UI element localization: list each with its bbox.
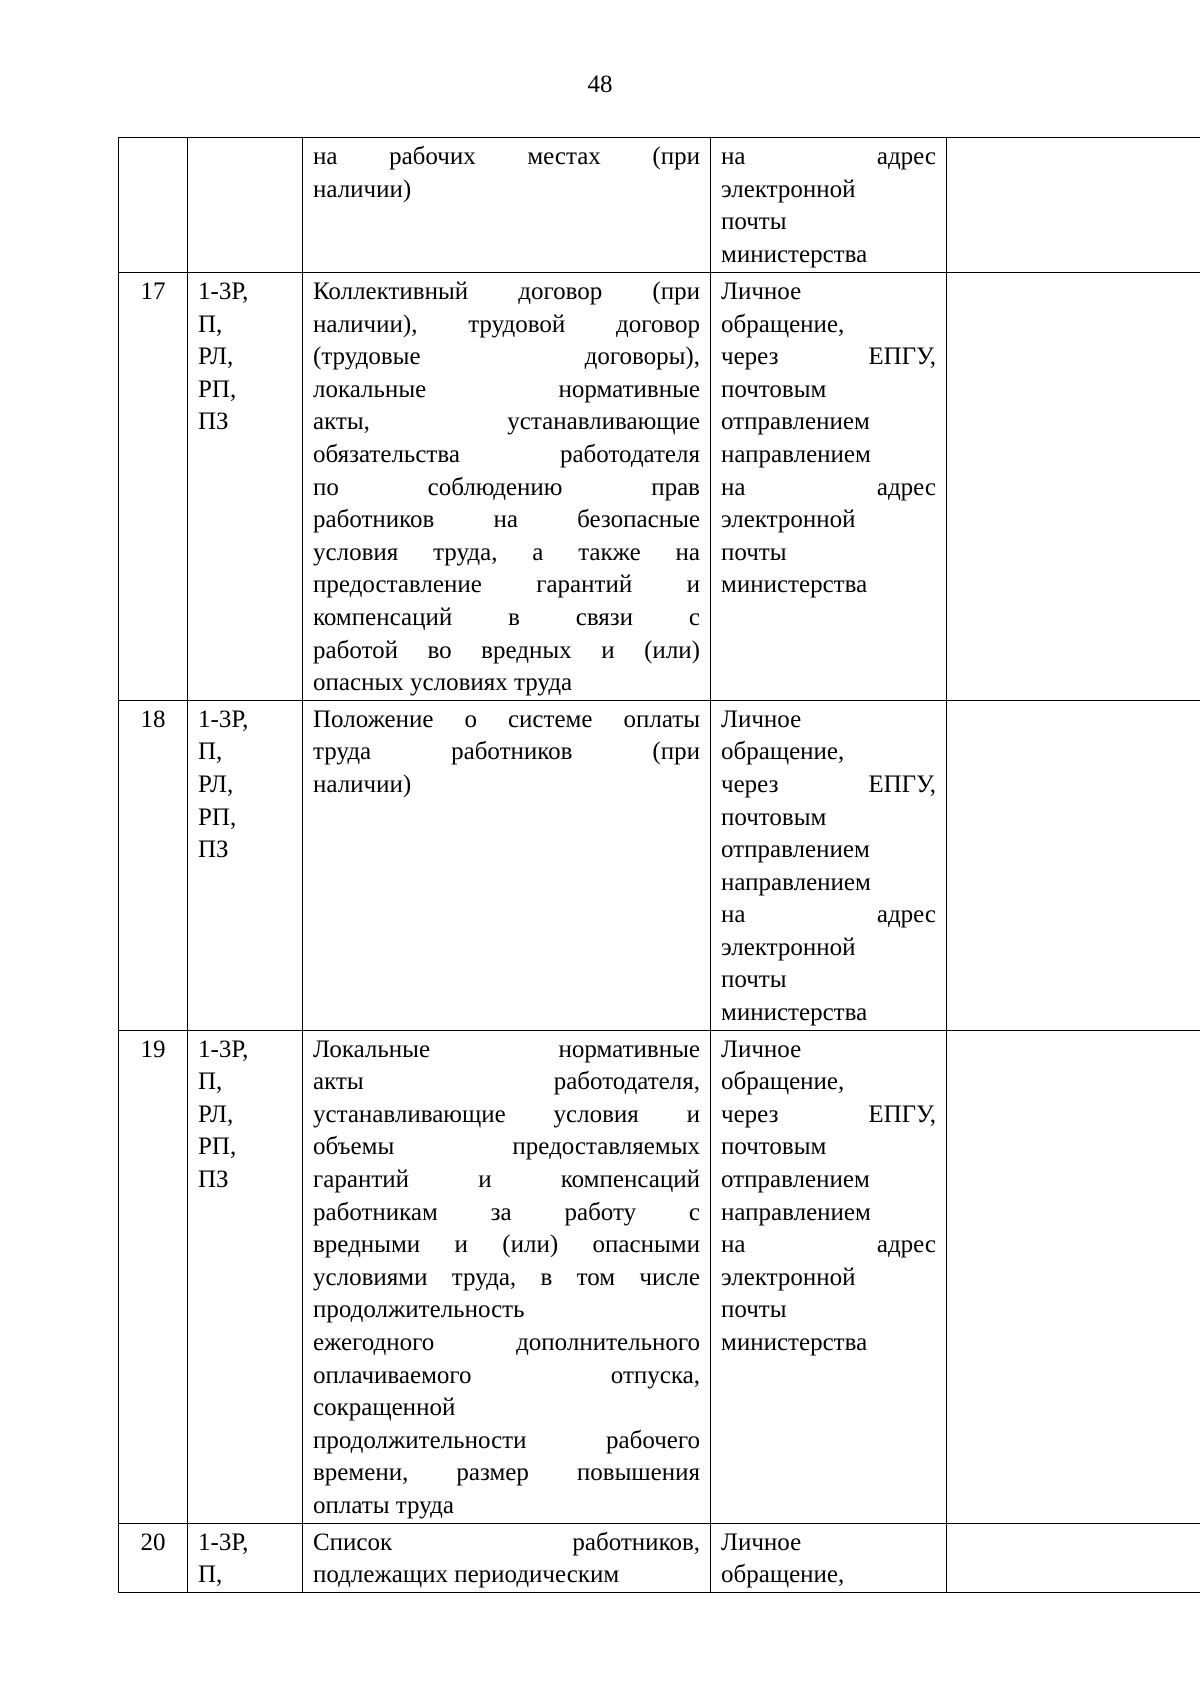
code-line: П, [198, 1068, 223, 1096]
document-text-line: наличии), трудовой договор [313, 310, 700, 338]
submission-method-cell [711, 273, 947, 701]
document-text-line: Положение о системе оплаты [313, 705, 700, 733]
method-line [721, 276, 936, 309]
document-text-line: работой во вредных и (или) [313, 636, 700, 664]
table-row [119, 700, 1200, 1030]
method-word: ЕПГУ, [868, 343, 936, 371]
method-line [721, 1197, 936, 1230]
codes-cell [188, 700, 303, 1030]
empty-cell [947, 1030, 1200, 1523]
method-word: направлением [721, 1198, 871, 1226]
code-line: 1-3Р, [198, 1035, 249, 1063]
document-name-cell [303, 1523, 711, 1592]
method-word: почты [721, 538, 787, 566]
document-text-line: труда работников (при [313, 738, 700, 766]
method-word: на [721, 143, 746, 170]
method-word: Личное [721, 705, 802, 733]
method-word: ЕПГУ, [868, 770, 936, 798]
row-number-cell: 17 [119, 273, 188, 701]
code-line: ПЗ [198, 836, 229, 864]
code-line: ПЗ [198, 408, 229, 436]
document-text-line: локальные нормативные [313, 375, 700, 403]
method-line [721, 899, 936, 932]
document-text-line: продолжительность [313, 1296, 525, 1324]
code-line: РП, [198, 1133, 237, 1161]
document-text-line: гарантий и компенсаций [313, 1166, 700, 1194]
method-line [721, 704, 936, 737]
document-text-line: наличии) [313, 175, 412, 203]
document-text-line: обязательства работодателя [313, 440, 700, 468]
document-text-line: вредными и (или) опасными [313, 1231, 700, 1259]
method-word: обращение, [721, 738, 845, 766]
method-word: обращение, [721, 1068, 845, 1096]
method-word: адрес [876, 143, 936, 170]
method-line [721, 932, 936, 965]
method-line [721, 439, 936, 472]
method-line [721, 309, 936, 342]
row-number-cell [119, 138, 188, 273]
method-word: направлением [721, 440, 871, 468]
method-line [721, 341, 936, 374]
method-line [721, 206, 936, 239]
code-line: П, [198, 738, 223, 766]
code-line: РЛ, [198, 1100, 234, 1128]
document-text-line: акты работодателя, [313, 1068, 700, 1096]
document-text-line: работникам за работу с [313, 1198, 700, 1226]
method-line [721, 769, 936, 802]
row-number-cell: 19 [119, 1030, 188, 1523]
method-word: министерства [721, 999, 868, 1027]
method-line [721, 1559, 936, 1592]
code-line: 1-3Р, [198, 705, 249, 733]
method-line [721, 537, 936, 570]
method-line [721, 1131, 936, 1164]
code-line: П, [198, 310, 223, 338]
code-line: П, [198, 1561, 223, 1589]
document-table [118, 137, 1200, 1593]
document-text-line: на рабочих местах (при [313, 143, 700, 170]
document-text-line: компенсаций в связи с [313, 603, 700, 631]
submission-method-cell [711, 1523, 947, 1592]
document-text-line: Список работников, [313, 1528, 700, 1556]
method-line [721, 997, 936, 1030]
method-line [721, 1327, 936, 1360]
method-line [721, 964, 936, 997]
method-word: электронной [721, 506, 856, 534]
method-word: адрес [876, 901, 936, 929]
method-word: почтовым [721, 1133, 827, 1161]
document-text-line: ежегодного дополнительного [313, 1329, 700, 1356]
method-line [721, 1229, 936, 1262]
method-word: на [721, 901, 746, 929]
document-text-line: Коллективный договор (при [313, 278, 700, 305]
method-word: электронной [721, 175, 856, 203]
method-word: обращение, [721, 310, 845, 338]
table-row [119, 1523, 1200, 1592]
empty-cell [947, 1523, 1200, 1592]
document-text-line: оплачиваемого отпуска, [313, 1361, 700, 1389]
table-row [119, 273, 1200, 701]
method-line [721, 1262, 936, 1295]
method-word: электронной [721, 933, 856, 961]
method-word: направлением [721, 868, 871, 896]
row-number-cell: 18 [119, 700, 188, 1030]
row-number-cell: 20 [119, 1523, 188, 1592]
method-word: министерства [721, 240, 868, 268]
method-word: на [721, 1231, 746, 1259]
page-number: 48 [587, 71, 613, 98]
submission-method-cell [711, 138, 947, 273]
method-word: через [721, 770, 779, 798]
document-name-cell [303, 700, 711, 1030]
document-text-line: опасных условиях труда [313, 669, 573, 697]
document-name-cell [303, 1030, 711, 1523]
document-text-line: работников на безопасные [313, 506, 700, 534]
code-line: РП, [198, 803, 237, 831]
method-line [721, 472, 936, 505]
method-line [721, 1034, 936, 1067]
document-text-line: объемы предоставляемых [313, 1133, 700, 1161]
document-text-line: времени, размер повышения [313, 1459, 700, 1487]
method-word: отправлением [721, 836, 870, 864]
code-line: РП, [198, 375, 237, 403]
document-text-line: (трудовые договоры), [313, 343, 700, 371]
code-line: ПЗ [198, 1166, 229, 1194]
method-word: адрес [876, 473, 936, 501]
method-word: Личное [721, 1528, 802, 1556]
method-line [721, 174, 936, 207]
method-line [721, 1294, 936, 1327]
method-word: отправлением [721, 408, 870, 436]
method-line [721, 1527, 936, 1560]
empty-cell [947, 138, 1200, 273]
empty-cell [947, 700, 1200, 1030]
document-text-line: оплаты труда [313, 1491, 454, 1519]
method-word: Личное [721, 1035, 802, 1063]
method-line [721, 802, 936, 835]
method-line [721, 1099, 936, 1132]
document-text-line: продолжительности рабочего [313, 1426, 700, 1454]
document-text-line: сокращенной [313, 1394, 456, 1422]
method-word: Личное [721, 278, 802, 305]
document-text-line: наличии) [313, 770, 412, 798]
table-row [119, 1030, 1200, 1523]
method-word: почты [721, 208, 787, 236]
method-line [721, 374, 936, 407]
codes-cell [188, 1030, 303, 1523]
method-line [721, 1164, 936, 1197]
document-name-cell [303, 273, 711, 701]
method-word: через [721, 343, 779, 371]
method-line [721, 141, 936, 174]
method-line [721, 867, 936, 900]
code-line: РЛ, [198, 343, 234, 371]
method-word: почты [721, 966, 787, 994]
codes-cell [188, 138, 303, 273]
method-word: электронной [721, 1263, 856, 1291]
document-name-cell [303, 138, 711, 273]
method-line [721, 504, 936, 537]
codes-cell [188, 273, 303, 701]
codes-cell [188, 1523, 303, 1592]
method-word: министерства [721, 1329, 868, 1356]
table-row [119, 138, 1200, 273]
method-word: адрес [876, 1231, 936, 1259]
method-line [721, 1066, 936, 1099]
document-text-line: условиями труда, в том числе [313, 1263, 700, 1291]
document-text-line: условия труда, а также на [313, 538, 700, 566]
method-word: почтовым [721, 375, 827, 403]
document-text-line: подлежащих периодическим [313, 1561, 620, 1589]
method-line [721, 239, 936, 272]
method-word: обращение, [721, 1561, 845, 1589]
method-line [721, 569, 936, 602]
document-text-line: предоставление гарантий и [313, 571, 700, 599]
method-line [721, 834, 936, 867]
method-word: почты [721, 1296, 787, 1324]
method-word: через [721, 1100, 779, 1128]
empty-cell [947, 273, 1200, 701]
method-word: отправлением [721, 1166, 870, 1194]
method-line [721, 736, 936, 769]
method-word: ЕПГУ, [868, 1100, 936, 1128]
code-line: 1-3Р, [198, 278, 249, 305]
document-text-line: устанавливающие условия и [313, 1100, 700, 1128]
document-text-line: Локальные нормативные [313, 1035, 700, 1063]
table-body [119, 138, 1200, 1593]
submission-method-cell [711, 1030, 947, 1523]
document-text-line: по соблюдению прав [313, 473, 700, 501]
submission-method-cell [711, 700, 947, 1030]
method-word: на [721, 473, 746, 501]
method-line [721, 406, 936, 439]
code-line: РЛ, [198, 770, 234, 798]
document-text-line: акты, устанавливающие [313, 408, 700, 436]
method-word: почтовым [721, 803, 827, 831]
method-word: министерства [721, 571, 868, 599]
code-line: 1-3Р, [198, 1528, 249, 1556]
